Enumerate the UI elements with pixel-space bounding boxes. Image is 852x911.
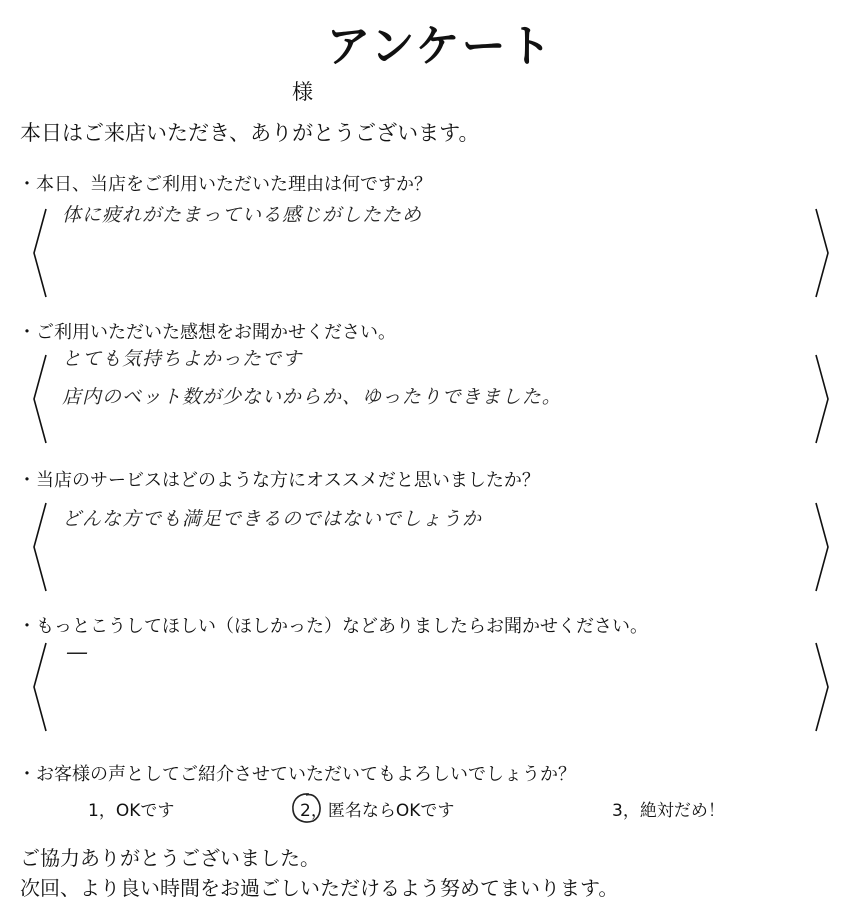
- intro-text: 本日はご来店いただき、ありがとうございます。: [20, 121, 480, 145]
- honorific-label: 様: [292, 80, 313, 104]
- question-2: ・ご利用いただいた感想をお聞かせください。: [18, 322, 396, 343]
- selected-circle-mark: [289, 790, 325, 826]
- answer-box-3[interactable]: [34, 500, 834, 594]
- consent-option-1[interactable]: 1，OKです: [88, 801, 175, 821]
- closing-thanks: ご協力ありがとうございました。: [20, 846, 320, 870]
- closing-message: 次回、より良い時間をお過ごしいただけるよう努めてまいります。: [20, 876, 619, 900]
- answer-1-line-1: 体に疲れがたまっている感じがしたため: [62, 204, 423, 226]
- answer-box-2[interactable]: [34, 348, 834, 446]
- question-3: ・当店のサービスはどのような方にオススメだと思いましたか？: [18, 470, 540, 491]
- survey-title: アンケート: [326, 21, 554, 72]
- answer-4-line-1: —: [66, 640, 89, 665]
- consent-option-3[interactable]: 3，絶対だめ！: [612, 801, 725, 821]
- question-1: ・本日、当店をご利用いただいた理由は何ですか？: [18, 174, 432, 195]
- answer-2-line-1: とても気持ちよかったです: [62, 348, 303, 370]
- consent-option-2[interactable]: 2，匿名ならOKです: [300, 801, 455, 821]
- answer-box-1[interactable]: [34, 206, 834, 300]
- answer-box-4[interactable]: [34, 640, 834, 734]
- question-4: ・もっとこうしてほしい（ほしかった）などありましたらお聞かせください。: [18, 616, 648, 637]
- answer-2-line-2: 店内のベット数が少ないからか、ゆったりできました。: [62, 386, 562, 408]
- consent-question: ・お客様の声としてご紹介させていただいてもよろしいでしょうか？: [18, 764, 576, 785]
- answer-3-line-1: どんな方でも満足できるのではないでしょうか: [62, 508, 483, 530]
- bracket-frame-4: [34, 640, 834, 734]
